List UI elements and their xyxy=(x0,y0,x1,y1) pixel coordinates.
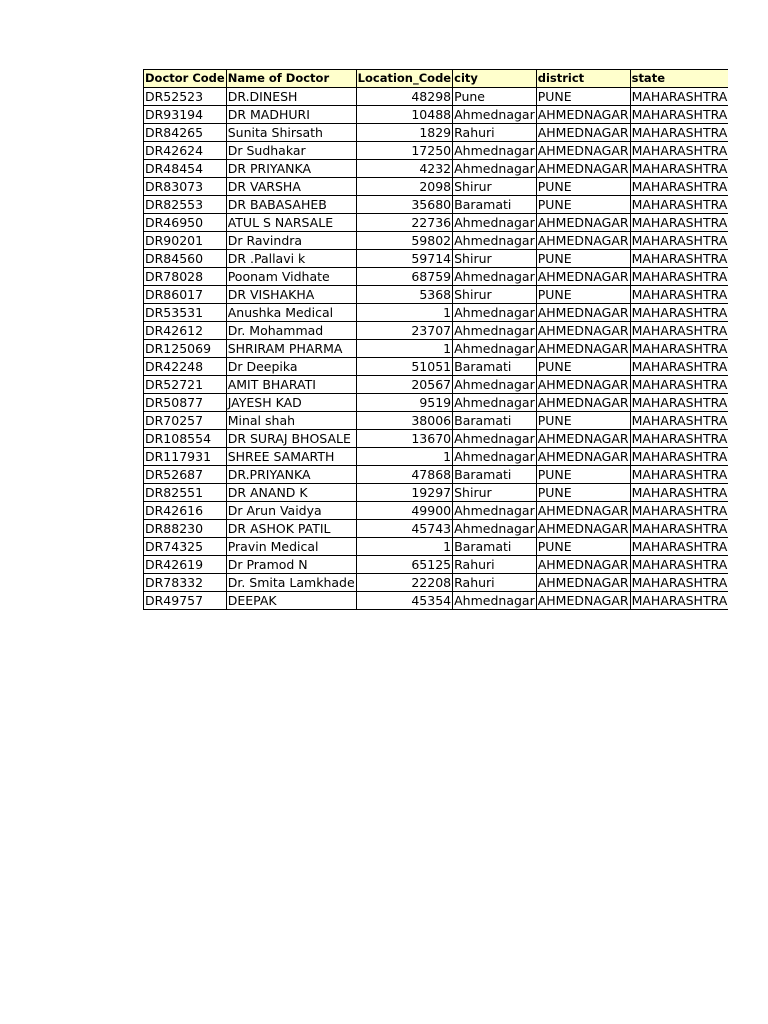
doctor-name-cell[interactable]: DR PRIYANKA xyxy=(226,160,356,178)
table-row xyxy=(144,376,729,394)
doctor-code-cell[interactable]: DR49757 xyxy=(144,592,227,610)
district-cell[interactable]: PUNE xyxy=(536,538,630,556)
table-row xyxy=(144,592,729,610)
doctor-name-cell[interactable]: Dr Deepika xyxy=(226,358,356,376)
doctor-name-cell[interactable]: DR VARSHA xyxy=(226,178,356,196)
table-row xyxy=(144,142,729,160)
state-cell[interactable]: MAHARASHTRA xyxy=(631,233,728,248)
state-cell[interactable]: MAHARASHTRA xyxy=(631,107,728,122)
city-cell[interactable]: Ahmednagar xyxy=(454,449,535,464)
district-cell[interactable]: PUNE xyxy=(536,250,630,268)
header-state[interactable]: state xyxy=(630,70,728,88)
district-cell[interactable]: AHMEDNAGAR xyxy=(537,323,629,338)
city-cell[interactable]: Shirur xyxy=(453,286,537,304)
location-code-cell[interactable]: 45743 xyxy=(356,520,452,538)
state-cell[interactable]: MAHARASHTRA xyxy=(631,539,728,554)
doctor-name-cell[interactable]: Poonam Vidhate xyxy=(226,268,356,286)
state-cell[interactable]: MAHARASHTRA xyxy=(631,503,728,518)
district-cell[interactable]: AHMEDNAGAR xyxy=(537,125,629,140)
table-row xyxy=(144,520,729,538)
state-cell[interactable]: MAHARASHTRA xyxy=(631,197,728,212)
doctor-code-cell[interactable]: DR88230 xyxy=(144,520,227,538)
doctor-code-cell[interactable]: DR52523 xyxy=(144,88,227,106)
doctor-code-cell[interactable]: DR46950 xyxy=(144,214,227,232)
doctor-code-cell[interactable]: DR74325 xyxy=(144,538,227,556)
doctor-name-cell[interactable]: DR BABASAHEB xyxy=(226,196,356,214)
location-code-cell[interactable]: 1 xyxy=(356,538,452,556)
table-row xyxy=(144,394,729,412)
doctor-name-cell[interactable]: DR MADHURI xyxy=(226,106,356,124)
table-row xyxy=(144,124,729,142)
state-cell[interactable]: MAHARASHTRA xyxy=(631,377,728,392)
location-code-cell[interactable]: 45354 xyxy=(356,592,452,610)
table-row xyxy=(144,214,729,232)
doctor-name-cell[interactable]: DR ASHOK PATIL xyxy=(226,520,356,538)
state-cell[interactable]: MAHARASHTRA xyxy=(631,161,728,176)
district-cell[interactable]: AHMEDNAGAR xyxy=(537,305,629,320)
location-code-cell[interactable]: 51051 xyxy=(356,358,452,376)
table-row xyxy=(144,574,729,592)
state-cell[interactable]: MAHARASHTRA xyxy=(631,359,728,374)
district-cell[interactable]: PUNE xyxy=(536,178,630,196)
doctor-name-cell[interactable]: SHREE SAMARTH xyxy=(226,448,356,466)
location-code-cell[interactable]: 9519 xyxy=(356,394,452,412)
doctor-name-cell[interactable]: Dr. Mohammad xyxy=(226,322,356,340)
state-cell[interactable]: MAHARASHTRA xyxy=(631,557,728,572)
district-cell[interactable]: AHMEDNAGAR xyxy=(537,503,629,518)
header-doctor-name[interactable]: Name of Doctor xyxy=(226,70,356,88)
location-code-cell[interactable]: 59802 xyxy=(356,232,452,250)
spreadsheet xyxy=(143,69,728,610)
location-code-cell[interactable]: 22736 xyxy=(356,214,452,232)
location-code-cell[interactable]: 4232 xyxy=(356,160,452,178)
doctor-name-cell[interactable]: DR ANAND K xyxy=(226,484,356,502)
table-row xyxy=(144,250,729,268)
table-row xyxy=(144,358,729,376)
district-cell[interactable]: AHMEDNAGAR xyxy=(537,161,629,176)
city-cell[interactable]: Ahmednagar xyxy=(454,161,535,176)
state-cell[interactable]: MAHARASHTRA xyxy=(631,251,728,266)
state-cell[interactable]: MAHARASHTRA xyxy=(631,431,728,446)
location-code-cell[interactable]: 1 xyxy=(356,304,452,322)
table-row xyxy=(144,448,729,466)
state-cell[interactable]: MAHARASHTRA xyxy=(631,485,728,500)
doctor-name-cell[interactable]: Dr Pramod N xyxy=(226,556,356,574)
city-cell[interactable]: Baramati xyxy=(453,358,537,376)
location-code-cell[interactable]: 10488 xyxy=(356,106,452,124)
table-row xyxy=(144,340,729,358)
doctor-name-cell[interactable]: ATUL S NARSALE xyxy=(226,214,356,232)
doctor-code-cell[interactable]: DR117931 xyxy=(144,448,227,466)
doctor-name-cell[interactable]: Minal shah xyxy=(226,412,356,430)
table-row xyxy=(144,304,729,322)
city-cell[interactable]: Ahmednagar xyxy=(454,305,535,320)
doctor-code-cell[interactable]: DR82553 xyxy=(144,196,227,214)
doctor-code-cell[interactable]: DR52721 xyxy=(144,376,227,394)
city-cell[interactable]: Baramati xyxy=(453,538,537,556)
district-cell[interactable]: AHMEDNAGAR xyxy=(537,431,629,446)
city-cell[interactable]: Ahmednagar xyxy=(454,233,535,248)
table-row xyxy=(144,232,729,250)
state-cell[interactable]: MAHARASHTRA xyxy=(631,269,728,284)
state-cell[interactable]: MAHARASHTRA xyxy=(631,125,728,140)
district-cell[interactable]: AHMEDNAGAR xyxy=(537,377,629,392)
district-cell[interactable]: PUNE xyxy=(536,412,630,430)
location-code-cell[interactable]: 17250 xyxy=(356,142,452,160)
doctor-code-cell[interactable]: DR93194 xyxy=(144,106,227,124)
table-row xyxy=(144,538,729,556)
doctor-code-cell[interactable]: DR84560 xyxy=(144,250,227,268)
doctor-name-cell[interactable]: Anushka Medical xyxy=(226,304,356,322)
doctor-code-cell[interactable]: DR125069 xyxy=(144,340,227,358)
state-cell[interactable]: MAHARASHTRA xyxy=(631,179,728,194)
city-cell[interactable]: Pune xyxy=(453,88,537,106)
doctor-name-cell[interactable]: Dr Sudhakar xyxy=(226,142,356,160)
state-cell[interactable]: MAHARASHTRA xyxy=(631,215,728,230)
doctor-table xyxy=(143,69,728,610)
doctor-code-cell[interactable]: DR90201 xyxy=(144,232,227,250)
state-cell[interactable]: MAHARASHTRA xyxy=(631,413,728,428)
header-district[interactable]: district xyxy=(536,70,630,88)
header-doctor-code[interactable]: Doctor Code xyxy=(144,70,227,88)
table-row xyxy=(144,106,729,124)
doctor-code-cell[interactable]: DR50877 xyxy=(144,394,227,412)
table-row xyxy=(144,484,729,502)
state-cell[interactable]: MAHARASHTRA xyxy=(631,575,728,590)
district-cell[interactable]: AHMEDNAGAR xyxy=(537,575,629,590)
doctor-code-cell[interactable]: DR78028 xyxy=(144,268,227,286)
doctor-code-cell[interactable]: DR70257 xyxy=(144,412,227,430)
city-cell[interactable]: Baramati xyxy=(453,412,537,430)
doctor-name-cell[interactable]: SHRIRAM PHARMA xyxy=(226,340,356,358)
location-code-cell[interactable]: 49900 xyxy=(356,502,452,520)
doctor-code-cell[interactable]: DR42612 xyxy=(144,322,227,340)
district-cell[interactable]: AHMEDNAGAR xyxy=(537,593,629,608)
city-cell[interactable]: Ahmednagar xyxy=(454,503,535,518)
district-cell[interactable]: AHMEDNAGAR xyxy=(537,143,629,158)
state-cell[interactable]: MAHARASHTRA xyxy=(631,305,728,320)
doctor-code-cell[interactable]: DR42248 xyxy=(144,358,227,376)
table-row xyxy=(144,412,729,430)
table-row xyxy=(144,196,729,214)
city-cell[interactable]: Ahmednagar xyxy=(454,323,535,338)
city-cell[interactable]: Baramati xyxy=(453,466,537,484)
district-cell[interactable]: AHMEDNAGAR xyxy=(537,233,629,248)
doctor-code-cell[interactable]: DR86017 xyxy=(144,286,227,304)
district-cell[interactable]: AHMEDNAGAR xyxy=(537,521,629,536)
city-cell[interactable]: Rahuri xyxy=(453,574,537,592)
doctor-code-cell[interactable]: DR84265 xyxy=(144,124,227,142)
doctor-code-cell[interactable]: DR42619 xyxy=(144,556,227,574)
location-code-cell[interactable]: 38006 xyxy=(356,412,452,430)
city-cell[interactable]: Ahmednagar xyxy=(454,215,535,230)
doctor-name-cell[interactable]: DR.DINESH xyxy=(226,88,356,106)
city-cell[interactable]: Rahuri xyxy=(453,124,537,142)
doctor-code-cell[interactable]: DR42616 xyxy=(144,502,227,520)
city-cell[interactable]: Baramati xyxy=(453,196,537,214)
district-cell[interactable]: PUNE xyxy=(536,196,630,214)
doctor-name-cell[interactable]: AMIT BHARATI xyxy=(226,376,356,394)
location-code-cell[interactable]: 5368 xyxy=(356,286,452,304)
district-cell[interactable]: PUNE xyxy=(536,286,630,304)
district-cell[interactable]: AHMEDNAGAR xyxy=(537,557,629,572)
location-code-cell[interactable]: 1 xyxy=(356,448,452,466)
location-code-cell[interactable]: 59714 xyxy=(356,250,452,268)
city-cell[interactable]: Shirur xyxy=(453,484,537,502)
location-code-cell[interactable]: 2098 xyxy=(356,178,452,196)
city-cell[interactable]: Shirur xyxy=(453,178,537,196)
state-cell[interactable]: MAHARASHTRA xyxy=(631,89,728,104)
location-code-cell[interactable]: 1 xyxy=(356,340,452,358)
doctor-code-cell[interactable]: DR82551 xyxy=(144,484,227,502)
district-cell[interactable]: AHMEDNAGAR xyxy=(537,269,629,284)
doctor-name-cell[interactable]: DR .Pallavi k xyxy=(226,250,356,268)
city-cell[interactable]: Ahmednagar xyxy=(454,593,535,608)
state-cell[interactable]: MAHARASHTRA xyxy=(631,521,728,536)
city-cell[interactable]: Ahmednagar xyxy=(454,377,535,392)
doctor-code-cell[interactable]: DR108554 xyxy=(144,430,227,448)
district-cell[interactable]: PUNE xyxy=(536,466,630,484)
state-cell[interactable]: MAHARASHTRA xyxy=(631,143,728,158)
header-city[interactable]: city xyxy=(453,70,537,88)
doctor-name-cell[interactable]: Sunita Shirsath xyxy=(226,124,356,142)
doctor-code-cell[interactable]: DR52687 xyxy=(144,466,227,484)
district-cell[interactable]: AHMEDNAGAR xyxy=(537,395,629,410)
district-cell[interactable]: AHMEDNAGAR xyxy=(537,107,629,122)
header-row xyxy=(144,70,729,88)
state-cell[interactable]: MAHARASHTRA xyxy=(631,449,728,464)
doctor-name-cell[interactable]: DR SURAJ BHOSALE xyxy=(226,430,356,448)
district-cell[interactable]: AHMEDNAGAR xyxy=(537,341,629,356)
table-row xyxy=(144,322,729,340)
city-cell[interactable]: Shirur xyxy=(453,250,537,268)
table-row xyxy=(144,430,729,448)
city-cell[interactable]: Ahmednagar xyxy=(454,431,535,446)
table-row xyxy=(144,88,729,106)
location-code-cell[interactable]: 48298 xyxy=(356,88,452,106)
district-cell[interactable]: PUNE xyxy=(536,484,630,502)
table-body xyxy=(144,88,729,610)
state-cell[interactable]: MAHARASHTRA xyxy=(631,341,728,356)
location-code-cell[interactable]: 35680 xyxy=(356,196,452,214)
table-row xyxy=(144,502,729,520)
table-row xyxy=(144,556,729,574)
doctor-name-cell[interactable]: JAYESH KAD xyxy=(226,394,356,412)
doctor-name-cell[interactable]: Pravin Medical xyxy=(226,538,356,556)
table-row xyxy=(144,466,729,484)
doctor-name-cell[interactable]: Dr Ravindra xyxy=(226,232,356,250)
doctor-code-cell[interactable]: DR78332 xyxy=(144,574,227,592)
location-code-cell[interactable]: 47868 xyxy=(356,466,452,484)
district-cell[interactable]: PUNE xyxy=(536,88,630,106)
state-cell[interactable]: MAHARASHTRA xyxy=(631,395,728,410)
location-code-cell[interactable]: 23707 xyxy=(356,322,452,340)
city-cell[interactable]: Ahmednagar xyxy=(454,521,535,536)
doctor-code-cell[interactable]: DR83073 xyxy=(144,178,227,196)
city-cell[interactable]: Rahuri xyxy=(453,556,537,574)
state-cell[interactable]: MAHARASHTRA xyxy=(631,593,728,608)
city-cell[interactable]: Ahmednagar xyxy=(454,395,535,410)
district-cell[interactable]: AHMEDNAGAR xyxy=(537,449,629,464)
table-row xyxy=(144,178,729,196)
city-cell[interactable]: Ahmednagar xyxy=(454,269,535,284)
header-location-code[interactable]: Location_Code xyxy=(356,70,452,88)
district-cell[interactable]: AHMEDNAGAR xyxy=(537,215,629,230)
state-cell[interactable]: MAHARASHTRA xyxy=(631,467,728,482)
location-code-cell[interactable]: 13670 xyxy=(356,430,452,448)
doctor-name-cell[interactable]: DR.PRIYANKA xyxy=(226,466,356,484)
state-cell[interactable]: MAHARASHTRA xyxy=(631,323,728,338)
doctor-name-cell[interactable]: DEEPAK xyxy=(226,592,356,610)
location-code-cell[interactable]: 22208 xyxy=(356,574,452,592)
doctor-name-cell[interactable]: DR VISHAKHA xyxy=(226,286,356,304)
district-cell[interactable]: PUNE xyxy=(536,358,630,376)
table-row xyxy=(144,268,729,286)
doctor-name-cell[interactable]: Dr. Smita Lamkhade xyxy=(227,575,355,590)
location-code-cell[interactable]: 65125 xyxy=(356,556,452,574)
doctor-code-cell[interactable]: DR42624 xyxy=(144,142,227,160)
city-cell[interactable]: Ahmednagar xyxy=(454,107,535,122)
location-code-cell[interactable]: 1829 xyxy=(356,124,452,142)
doctor-code-cell[interactable]: DR53531 xyxy=(144,304,227,322)
location-code-cell[interactable]: 68759 xyxy=(356,268,452,286)
location-code-cell[interactable]: 20567 xyxy=(356,376,452,394)
location-code-cell[interactable]: 19297 xyxy=(356,484,452,502)
city-cell[interactable]: Ahmednagar xyxy=(454,341,535,356)
city-cell[interactable]: Ahmednagar xyxy=(454,143,535,158)
table-row xyxy=(144,160,729,178)
table-row xyxy=(144,286,729,304)
doctor-code-cell[interactable]: DR48454 xyxy=(144,160,227,178)
state-cell[interactable]: MAHARASHTRA xyxy=(631,287,728,302)
doctor-name-cell[interactable]: Dr Arun Vaidya xyxy=(226,502,356,520)
